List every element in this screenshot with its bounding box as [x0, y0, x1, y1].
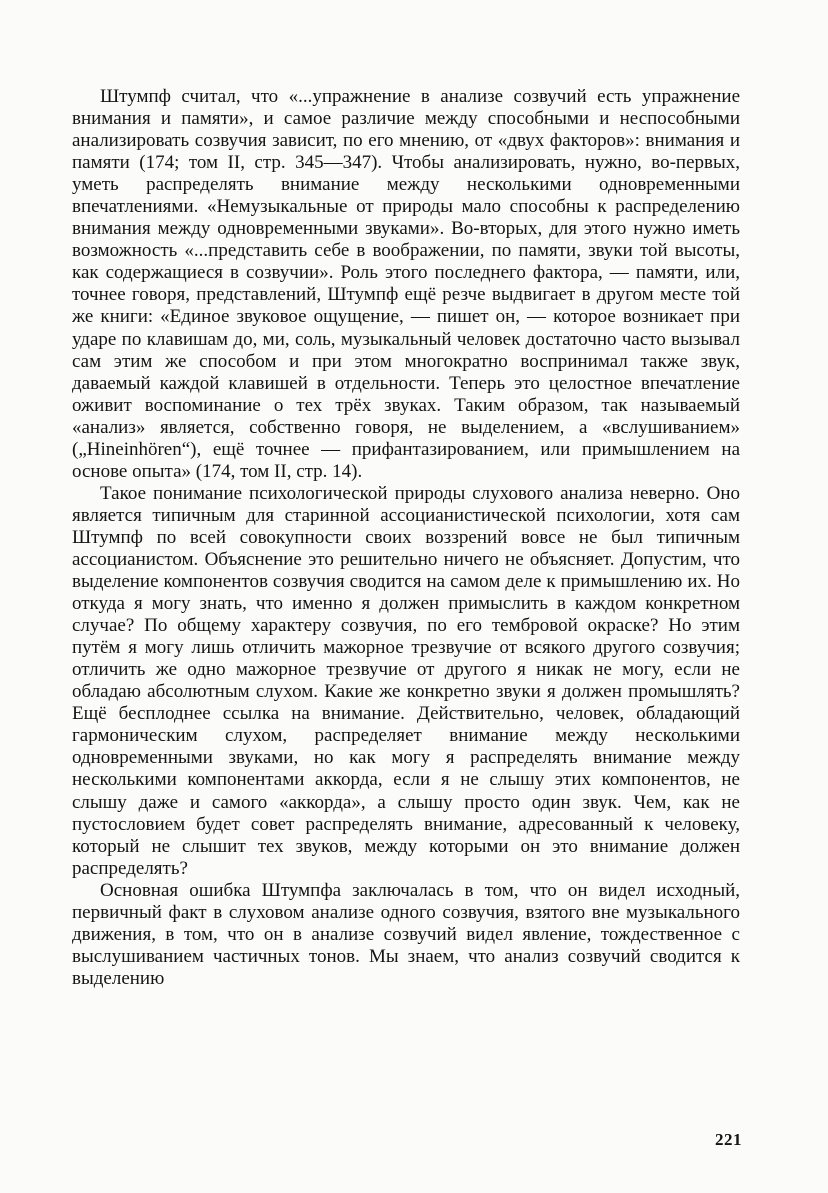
- body-text: [72, 86, 740, 990]
- page-number: 221: [715, 1130, 742, 1149]
- paragraph-3: Основная ошибка Штумпфа заключалась в том, что он видел исходный, первичный факт в слуховом анализе одного созвучия, взятого вне музыкального движения, в том, что он в анализе созвучий видел явление, тождественное с выслушиванием частичных тонов. Мы знаем, что анализ созвучий сводится к выделению: [72, 879, 740, 989]
- paragraph-1: Штумпф считал, что «...упражнение в анализе созвучий есть упражнение внимания и памяти», и самое различие между способными и неспособными анализировать созвучия зависит, по его мнению, от «двух факторов»: внимания и памяти (174; том II, стр. 345—347). Чтобы анализировать, нужно, во-первых, уметь распределять внимание между несколькими одновременными впечатлениями. «Немузыкальные от природы мало способны к распределению внимания между одновременными звуками». Во-вторых, для этого нужно иметь возможность «...представить себе в воображении, по памяти, звуки той высоты, как содержащиеся в созвучии». Роль этого последнего фактора, — памяти, или, точнее говоря, представлений, Штумпф ещё резче выдвигает в другом месте той же книги: «Единое звуковое ощущение, — пишет он, — которое возникает при ударе по клавишам до, ми, соль, музыкальный человек достаточно часто вызывал сам этим же способом и при этом многократно воспринимал также звук, даваемый каждой клавишей в отдельности. Теперь это целостное впечатление оживит воспоминание о тех трёх звуках. Таким образом, так называемый «анализ» является, собственно говоря, не выделением, а «вслушиванием» („Hineinhören“), ещё точнее — прифантазированием, или примышлением на основе опыта» (174, том II, стр. 14).: [72, 86, 740, 482]
- paragraph-2: Такое понимание психологической природы слухового анализа неверно. Оно является типичным для старинной ассоцианистической психологии, хотя сам Штумпф по всей совокупности своих воззрений вовсе не был типичным ассоцианистом. Объяснение это решительно ничего не объясняет. Допустим, что выделение компонентов созвучия сводится на самом деле к примышлению их. Но откуда я могу знать, что именно я должен примыслить в каждом конкретном случае? По общему характеру созвучия, по его тембровой окраске? Но этим путём я могу лишь отличить мажорное трезвучие от всякого другого созвучия; отличить же одно мажорное трезвучие от другого я никак не могу, если не обладаю абсолютным слухом. Какие же конкретно звуки я должен промышлять? Ещё бесплоднее ссылка на внимание. Действительно, человек, обладающий гармоническим слухом, распределяет внимание между несколькими одновременными звуками, но как могу я распределять внимание между несколькими компонентами аккорда, если я не слышу этих компонентов, не слышу даже и самого «аккорда», а слышу просто один звук. Чем, как не пустословием будет совет распределять внимание, адресованный к человеку, который не слышит тех звуков, между которыми он это внимание должен распределять?: [72, 482, 740, 879]
